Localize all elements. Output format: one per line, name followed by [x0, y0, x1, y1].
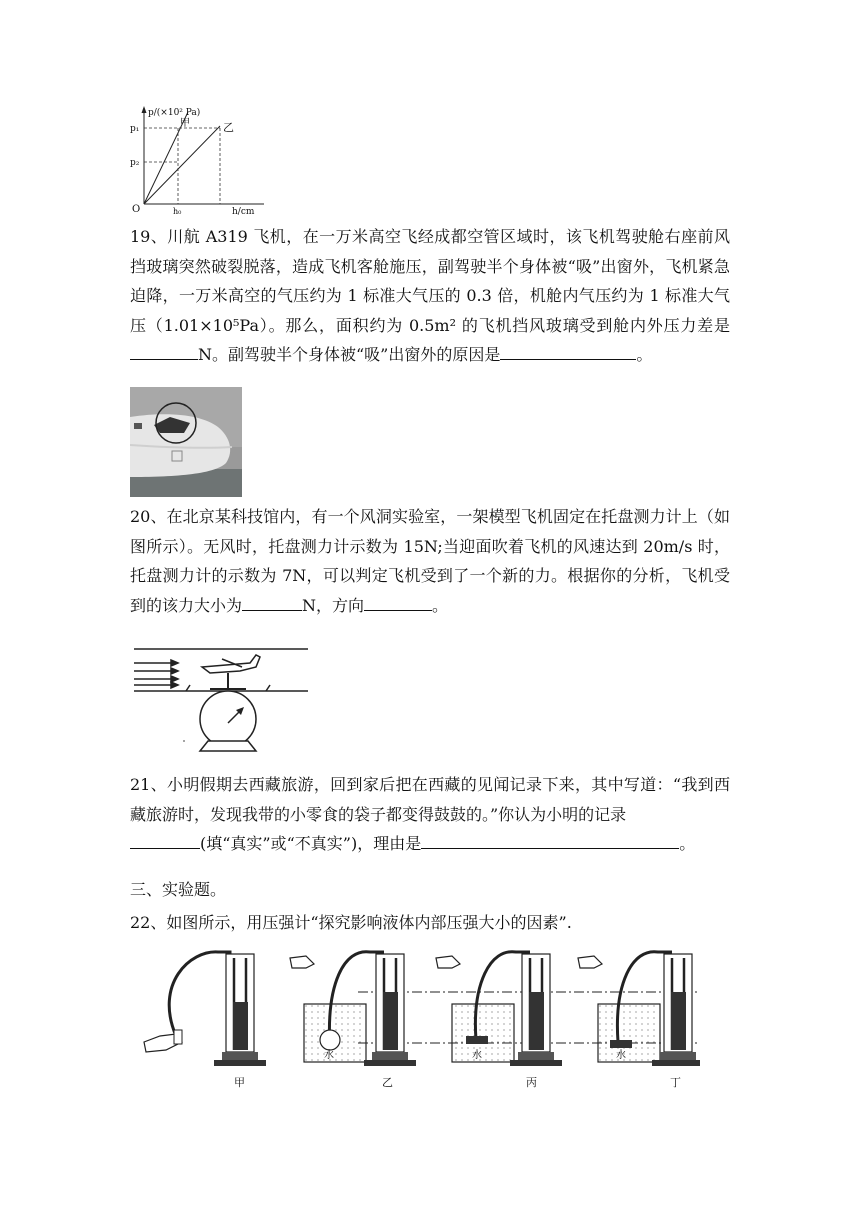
- q21-text-part1: 21、小明假期去西藏旅游，回到家后把在西藏的见闻记录下来，其中写道：“我到西藏旅游时，发现我带的小零食的袋子都变得鼓鼓的。”你认为小明的记录: [130, 775, 730, 824]
- wind-tunnel-diagram: [130, 645, 312, 757]
- tick-p2: p₂: [130, 158, 140, 168]
- figure-label-yi: 乙: [382, 1076, 393, 1089]
- q19-answer-blank-1[interactable]: [130, 341, 198, 360]
- q21-paragraph: [130, 770, 730, 859]
- q20-answer-blank-2[interactable]: [364, 592, 432, 611]
- tick-h0: h₀: [173, 207, 182, 216]
- q19-answer-blank-2[interactable]: [500, 341, 636, 360]
- water-label-ding: 水: [616, 1050, 626, 1061]
- figure-label-ding: 丁: [670, 1076, 681, 1089]
- section-3-title: 三、实验题。: [130, 880, 227, 899]
- q19-paragraph: [130, 222, 730, 370]
- apparatus-ding: [578, 952, 700, 1066]
- line-jia-label: 甲: [180, 118, 190, 129]
- line-yi: [144, 126, 220, 204]
- line-yi-label: 乙: [223, 121, 234, 134]
- q21-answer-blank-2[interactable]: [421, 830, 679, 849]
- q20-text-part1: 20、在北京某科技馆内，有一个风洞实验室，一架模型飞机固定在托盘测力计上（如图所示）。无风时，托盘测力计示数为 15N;当迎面吹着飞机的风速达到 20m/s 时，托盘测力计的示数为 7N，可以判定飞机受到了一个新的力。根据你的分析，飞机受到的该力大小为: [130, 507, 730, 615]
- tick-p1: p₁: [130, 124, 140, 134]
- y-axis-label: p/(×10² Pa): [148, 108, 201, 118]
- figure-label-bing: 丙: [526, 1076, 537, 1089]
- q20-text-part2: N，方向: [302, 595, 365, 615]
- pressure-gauge-experiment-figure: [130, 944, 700, 1096]
- q19-text-end: 。: [636, 345, 653, 364]
- apparatus-bing: [436, 952, 562, 1066]
- water-label-bing: 水: [472, 1050, 482, 1061]
- q19-text-part1: 19、川航 A319 飞机，在一万米高空飞经成都空管区域时，该飞机驾驶舱右座前风挡玻璃突然破裂脱落，造成飞机客舱施压，副驾驶半个身体被“吸”出窗外，飞机紧急迫降，一万米高空的气压约为 1 标准大气压的 0.3 倍，机舱内气压约为 1 标准大气压（1.01×10⁵Pa）。那么，面积约为 0.5m² 的飞机挡风玻璃受到舱内外压力差是: [130, 227, 730, 335]
- origin-label: O: [132, 204, 141, 215]
- q20-answer-blank-1[interactable]: [242, 592, 302, 611]
- q19-text-part2: N。副驾驶半个身体被“吸”出窗外的原因是: [198, 345, 501, 364]
- q20-text-end: 。: [432, 595, 449, 615]
- apparatus-yi: [290, 952, 416, 1066]
- q21-answer-blank-1[interactable]: [130, 830, 200, 849]
- water-label-yi: 水: [324, 1050, 334, 1061]
- q21-text-end: 。: [679, 834, 696, 853]
- figure-label-jia: 甲: [234, 1076, 245, 1089]
- q20-paragraph: [130, 502, 730, 620]
- apparatus-jia: [144, 952, 266, 1066]
- x-axis-label: h/cm: [232, 207, 255, 216]
- q22-text: 22、如图所示，用压强计“探究影响液体内部压强大小的因素”.: [130, 913, 572, 932]
- q21-text-part2: (填“真实”或“不真实”)，理由是: [200, 834, 422, 853]
- airplane-cockpit-photo: [130, 387, 242, 497]
- pressure-height-graph: [128, 104, 268, 216]
